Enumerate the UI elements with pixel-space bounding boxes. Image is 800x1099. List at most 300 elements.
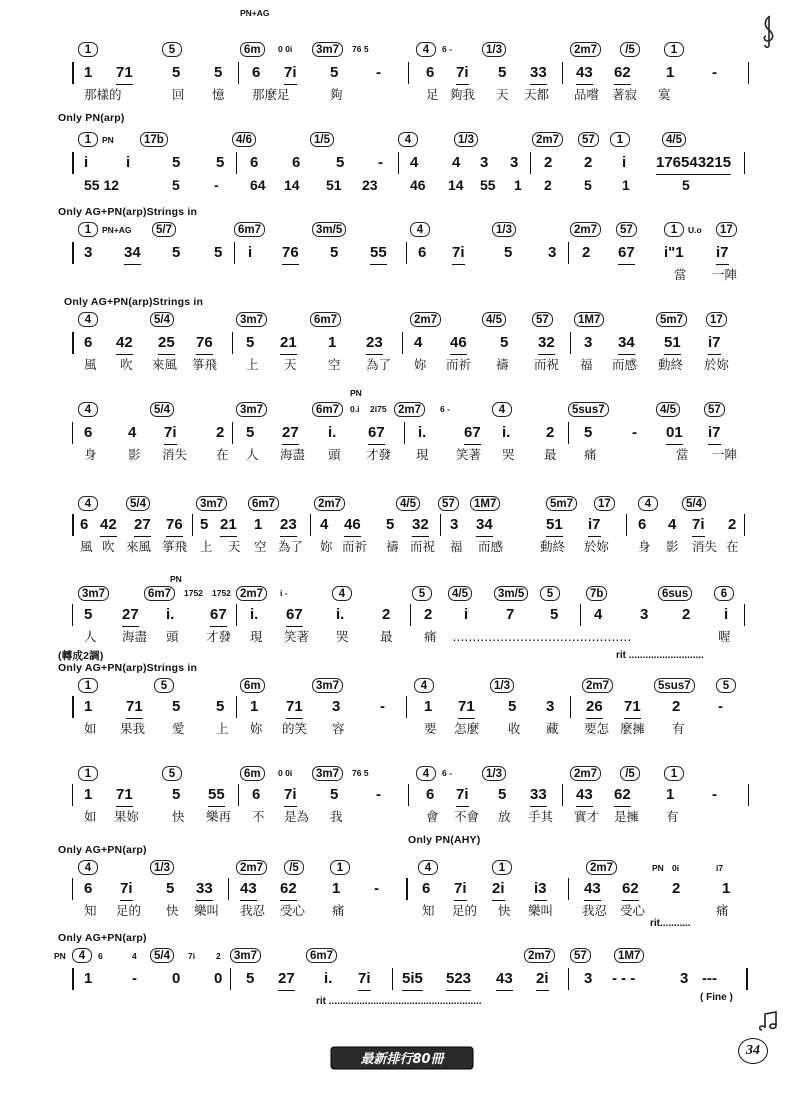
chord: 1: [664, 42, 684, 57]
note: - - -: [612, 970, 636, 987]
chord: 5m7: [546, 496, 577, 511]
lyric: 現: [416, 447, 429, 462]
note: ---: [702, 970, 717, 987]
chord: 5: [540, 586, 560, 601]
note: 5: [504, 244, 513, 261]
grace-notes: 7i: [188, 951, 196, 961]
lyric: 放: [498, 809, 511, 824]
chord: 3m7: [312, 766, 343, 781]
note: 3: [584, 334, 593, 351]
lyric: 而感: [478, 539, 504, 554]
chord: 57: [532, 312, 553, 327]
barline: [410, 604, 411, 626]
barline: [232, 332, 233, 354]
note: 5: [246, 424, 255, 441]
barline: [228, 878, 229, 900]
lyric: 樂叫: [194, 903, 220, 918]
chord: 1/3: [482, 42, 506, 57]
note: 43: [584, 878, 601, 901]
lyric: 福: [580, 357, 593, 372]
lyric: 上: [216, 721, 229, 736]
chord: 4: [416, 42, 436, 57]
note: 5: [172, 244, 181, 261]
chord: 1/3: [482, 766, 506, 781]
note: 5: [336, 154, 345, 171]
system-4: [40, 296, 780, 384]
note: 4: [414, 334, 423, 351]
lyrics-row: [40, 356, 780, 374]
note: 43: [576, 784, 593, 807]
chord: /5: [620, 42, 640, 57]
lyric: 而祈: [446, 357, 472, 372]
note: -: [718, 698, 723, 715]
note: 1: [84, 970, 93, 987]
note: 6: [80, 516, 89, 533]
lyric: 而感: [612, 357, 638, 372]
note: 7i: [120, 878, 133, 901]
lyric: 足的: [452, 903, 478, 918]
lyric: 最: [380, 629, 393, 644]
note: 2: [546, 424, 555, 441]
barline: [238, 62, 239, 84]
note: 2i: [536, 968, 549, 991]
instrument-label: Only AG+PN(arp): [58, 932, 147, 944]
note: 1: [250, 698, 259, 715]
note: 2: [382, 606, 391, 623]
note: 5: [172, 698, 181, 715]
note: 5: [386, 516, 395, 533]
note: 2i: [492, 878, 505, 901]
lyric: 為了: [278, 539, 304, 554]
grace-notes: 2: [216, 951, 221, 961]
note: 55: [208, 784, 225, 807]
key-change-label: (轉成2調): [58, 650, 104, 662]
note: 7i: [284, 62, 297, 85]
chord: 3m7: [230, 948, 261, 963]
lyric: 夠我: [450, 87, 476, 102]
lyric: 愛: [172, 721, 185, 736]
note: 6: [84, 880, 93, 897]
melody-row: [40, 152, 780, 174]
note: 5: [508, 698, 517, 715]
note: 1: [666, 64, 675, 81]
note: 67: [618, 242, 635, 265]
barline: [310, 514, 311, 536]
lyric: 於妳: [704, 357, 730, 372]
lyric: 來風: [152, 357, 178, 372]
note: 71: [116, 62, 133, 85]
lyric: 足的: [116, 903, 142, 918]
note: 7i: [456, 784, 469, 807]
note: 23: [280, 514, 297, 537]
chord-row: [40, 678, 780, 696]
barline: [744, 514, 745, 536]
note: 3: [480, 154, 489, 171]
note: 1: [424, 698, 433, 715]
note: 7i: [358, 968, 371, 991]
note: 67: [210, 604, 227, 627]
barline: [744, 152, 745, 174]
lyric: 福: [450, 539, 463, 554]
lyric: 頭: [166, 629, 179, 644]
lyric: 容: [332, 721, 345, 736]
chord: 6m7: [306, 948, 337, 963]
note: 2: [672, 880, 681, 897]
melody-row: [40, 696, 780, 718]
note: 01: [666, 422, 683, 445]
barline: [748, 784, 749, 806]
chord: 5/4: [126, 496, 150, 511]
chord: 17b: [140, 132, 168, 147]
lyric: 人: [246, 447, 259, 462]
lyric: 最: [544, 447, 557, 462]
barline: [406, 696, 407, 718]
chord: 5sus7: [654, 678, 695, 693]
lyric: 一陣: [712, 267, 738, 282]
chord: 57: [578, 132, 599, 147]
chord: 1: [78, 42, 98, 57]
note: -: [376, 64, 381, 81]
note: 2: [584, 154, 593, 171]
note: i"1: [664, 244, 684, 261]
chord: 2m7: [410, 312, 441, 327]
lyric: 實才: [574, 809, 600, 824]
chord: 5: [162, 42, 182, 57]
lyric: 我忍: [582, 903, 608, 918]
chord: 1/3: [490, 678, 514, 693]
note: 67: [286, 604, 303, 627]
lyric: 是為: [284, 809, 310, 824]
lyric: 憶: [212, 87, 225, 102]
barline: [744, 604, 745, 626]
chord: 5: [162, 766, 182, 781]
note: 7i: [284, 784, 297, 807]
lyric: 著寂: [612, 87, 638, 102]
lyric: 上: [200, 539, 213, 554]
system-2: [40, 112, 780, 208]
barline: [562, 62, 563, 84]
lyric: 不: [252, 809, 265, 824]
lyric: 品嚐: [574, 87, 600, 102]
chord: 4: [78, 402, 98, 417]
note: 6: [638, 516, 647, 533]
note: 34: [124, 242, 141, 265]
lyric: 哭: [502, 447, 515, 462]
grace-notes: 0.i: [350, 404, 360, 414]
lyric: 才發: [206, 629, 232, 644]
lyric: 當: [674, 267, 687, 282]
note: 42: [100, 514, 117, 537]
melody-row: [40, 604, 780, 626]
bass-note: 5: [682, 177, 690, 193]
note: 5: [172, 154, 181, 171]
note: 5: [216, 698, 225, 715]
chord: 57: [704, 402, 725, 417]
chord: 2m7: [586, 860, 617, 875]
note: 1: [666, 786, 675, 803]
instrument-mark: PN: [652, 863, 664, 873]
chord: 3m7: [312, 678, 343, 693]
note: 6: [84, 334, 93, 351]
lyric: 禱: [496, 357, 509, 372]
note: 46: [450, 332, 467, 355]
note: i: [126, 154, 131, 171]
chord: 4: [78, 312, 98, 327]
chord: 2m7: [236, 860, 267, 875]
lyrics-row: [40, 538, 780, 556]
barline: [72, 784, 73, 806]
bass-note: 14: [448, 177, 464, 193]
grace-notes: 1752: [212, 588, 231, 598]
chord: 1M7: [574, 312, 604, 327]
note: i.: [166, 606, 175, 623]
system-1: [40, 8, 780, 112]
chord: 1/3: [492, 222, 516, 237]
note: i.: [336, 606, 345, 623]
instrument-label: Only AG+PN(arp)Strings in: [58, 662, 198, 674]
lyric: 妳: [250, 721, 263, 736]
lyric: 我: [330, 809, 343, 824]
note: 3: [546, 698, 555, 715]
barline: [72, 152, 74, 174]
music-note-icon: [756, 1010, 780, 1034]
lyrics-row: [40, 446, 780, 464]
chord: 5/4: [150, 948, 174, 963]
lyric: 於妳: [584, 539, 610, 554]
note: 2: [682, 606, 691, 623]
grace-notes: 1752: [184, 588, 203, 598]
chord: 1: [664, 222, 684, 237]
barline: [570, 696, 571, 718]
note: 5: [214, 64, 223, 81]
barline: [408, 784, 409, 806]
chord-row: [40, 402, 780, 420]
chord: 7b: [586, 586, 607, 601]
note: 4: [128, 424, 137, 441]
instrument-label: Only AG+PN(arp): [58, 844, 147, 856]
note: 3: [332, 698, 341, 715]
note: 62: [280, 878, 297, 901]
lyric: 天: [496, 87, 509, 102]
note: -: [712, 786, 717, 803]
instrument-mark: PN+AG: [102, 225, 132, 235]
note: 5: [500, 334, 509, 351]
note: i: [622, 154, 627, 171]
melody-row: [40, 968, 780, 990]
note: 1: [328, 334, 337, 351]
note: 5: [84, 606, 93, 623]
grace-notes: 2i75: [370, 404, 387, 414]
chord: 2m7: [524, 948, 555, 963]
melody-row: [40, 422, 780, 444]
barline: [392, 968, 393, 990]
lyric: 足: [426, 87, 439, 102]
lyric: 怎麼: [454, 721, 480, 736]
grace-notes: 0i: [672, 863, 680, 873]
lyric: 不會: [454, 809, 480, 824]
note: 2: [582, 244, 591, 261]
chord: 3m/5: [494, 586, 528, 601]
lyric: 現: [250, 629, 263, 644]
barline: [748, 62, 749, 84]
bass-note: 5: [584, 177, 592, 193]
chord: 4: [416, 766, 436, 781]
barline: [406, 878, 408, 900]
note: 6: [250, 154, 259, 171]
note: 25: [158, 332, 175, 355]
note: 71: [126, 696, 143, 719]
note: 76: [196, 332, 213, 355]
note: 5: [498, 64, 507, 81]
chord: 6m7: [234, 222, 265, 237]
lyric: 而祝: [410, 539, 436, 554]
rit-mark: rit...........: [650, 918, 691, 929]
bass-note: 51: [326, 177, 342, 193]
lyrics-row: [40, 86, 780, 104]
chord: 1: [492, 860, 512, 875]
lyric: 在: [726, 539, 739, 554]
note: 27: [122, 604, 139, 627]
lyric: 天: [284, 357, 297, 372]
note: 5: [214, 244, 223, 261]
lyric: 果我: [120, 721, 146, 736]
chord: 1M7: [470, 496, 500, 511]
lyric: 是擁: [614, 809, 640, 824]
barline: [568, 422, 569, 444]
melody-row: [40, 514, 780, 536]
instrument-mark: PN: [350, 388, 362, 398]
lyric: 痛: [716, 903, 729, 918]
note: 1: [84, 786, 93, 803]
note: 2: [728, 516, 737, 533]
chord: 5m7: [656, 312, 687, 327]
lyric: 那樣的: [84, 87, 122, 102]
note: 34: [476, 514, 493, 537]
chord-row: [40, 496, 780, 514]
lyric: 回: [172, 87, 185, 102]
note: 6: [418, 244, 427, 261]
note: 43: [576, 62, 593, 85]
chord: 1: [78, 132, 98, 147]
note: -: [374, 880, 379, 897]
chord: 5/4: [682, 496, 706, 511]
note: 5: [246, 970, 255, 987]
note: -: [378, 154, 383, 171]
lyric: 海盡: [280, 447, 306, 462]
note: i: [724, 606, 729, 623]
note: 71: [458, 696, 475, 719]
chord: 6m: [240, 42, 265, 57]
instrument-mark: PN: [54, 951, 66, 961]
note: 3: [584, 970, 593, 987]
lyric: 快: [498, 903, 511, 918]
note: 7i: [456, 62, 469, 85]
lyrics-row: [40, 808, 780, 826]
note: 6: [252, 64, 261, 81]
chord: 1: [78, 766, 98, 781]
note: 71: [286, 696, 303, 719]
bass-note: 64: [250, 177, 266, 193]
chord: 3m7: [236, 312, 267, 327]
note: 5: [498, 786, 507, 803]
lyric: 當: [676, 447, 689, 462]
note: 5: [216, 154, 225, 171]
note: 5: [330, 786, 339, 803]
note: 6: [252, 786, 261, 803]
system-11: [40, 926, 780, 1012]
barline: [230, 968, 231, 990]
lyric: 會: [426, 809, 439, 824]
lyric: 我忍: [240, 903, 266, 918]
bass-note: 5: [172, 177, 180, 193]
chord: 1M7: [614, 948, 644, 963]
note: 1: [254, 516, 263, 533]
system-9: [40, 752, 780, 840]
note: i3: [534, 878, 547, 901]
bass-note: 1: [514, 177, 522, 193]
lyric: 如: [84, 721, 97, 736]
chord: 17: [594, 496, 615, 511]
barline: [568, 242, 569, 264]
chord: 5: [154, 678, 174, 693]
note: i: [84, 154, 89, 171]
barline: [236, 696, 237, 718]
barline: [234, 242, 235, 264]
lyric: 禱: [386, 539, 399, 554]
grace-notes: 6 -: [442, 768, 452, 778]
note: 62: [622, 878, 639, 901]
lyric: 那麼足: [252, 87, 290, 102]
note: -: [712, 64, 717, 81]
note: 71: [116, 784, 133, 807]
lyric: 樂再: [206, 809, 232, 824]
note: 5: [584, 424, 593, 441]
page-number: 34: [738, 1038, 768, 1064]
system-3: [40, 206, 780, 294]
chord: 2m7: [532, 132, 563, 147]
note: 33: [530, 62, 547, 85]
lyric: 來風: [126, 539, 152, 554]
chord: 4: [332, 586, 352, 601]
lyric: 空: [254, 539, 267, 554]
note: 5i5: [402, 968, 423, 991]
system-5: [40, 388, 780, 476]
note: i.: [502, 424, 511, 441]
chord-row: [40, 948, 780, 966]
lyric: 手其: [528, 809, 554, 824]
lyric: 而祈: [342, 539, 368, 554]
lyric: 妳: [414, 357, 427, 372]
lyric: 人: [84, 629, 97, 644]
note: i7: [708, 422, 721, 445]
barline: [72, 968, 74, 990]
chord: 6m7: [312, 402, 343, 417]
note: 1: [722, 880, 731, 897]
note: -: [376, 786, 381, 803]
barline: [72, 514, 74, 536]
note: i7: [588, 514, 601, 537]
note: 67: [464, 422, 481, 445]
bass-note: 1: [622, 177, 630, 193]
note: 43: [496, 968, 513, 991]
note: -: [632, 424, 637, 441]
chord: 2m7: [570, 42, 601, 57]
lyric: 寞: [658, 87, 671, 102]
bass-note: 14: [284, 177, 300, 193]
note: 5: [246, 334, 255, 351]
lyrics-row: 人 海盡 頭 才發 現 笑著 哭 最 痛 ............................................. 喔: [84, 629, 731, 644]
chord-row: [40, 222, 780, 240]
